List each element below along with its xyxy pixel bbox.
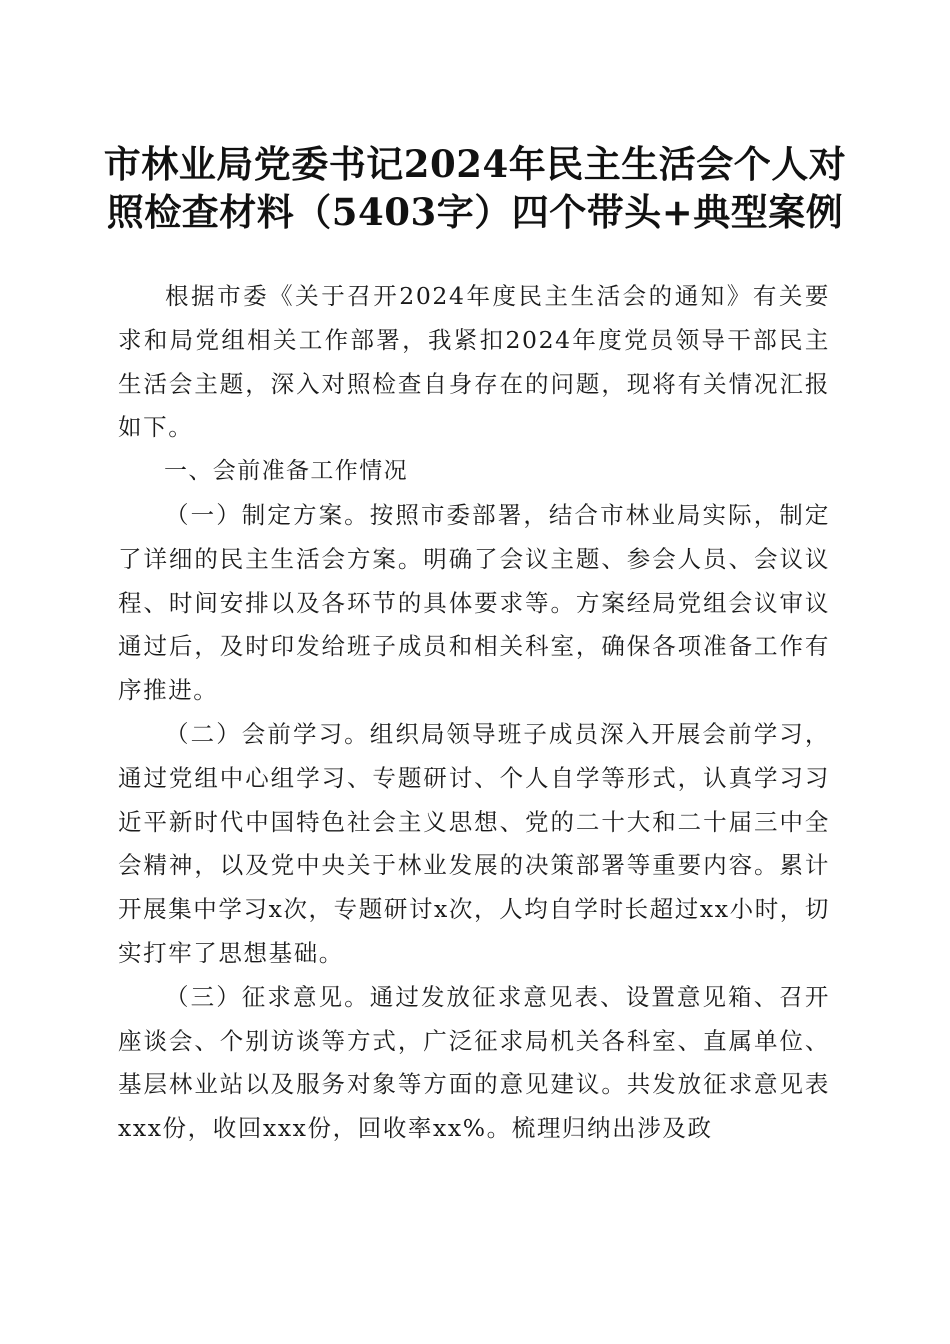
title-line-1: 市林业局党委书记2024年民主生活会个人对 xyxy=(103,142,847,186)
intro-paragraph: 根据市委《关于召开2024年度民主生活会的通知》有关要求和局党组相关工作部署，我紧扣2024年度党员领导干部民主生活会主题，深入对照检查自身存在的问题，现将有关情况汇报如下。 xyxy=(118,282,830,442)
body-paragraph: （三）征求意见。通过发放征求意见表、设置意见箱、召开座谈会、个别访谈等方式，广泛征求局机关各科室、直属单位、基层林业站以及服务对象等方面的意见建议。共发放征求意见表xxx份，收回xxx份，回收率xx%。梳理归纳出涉及政 xyxy=(118,982,830,1143)
body-paragraph: （二）会前学习。组织局领导班子成员深入开展会前学习，通过党组中心组学习、专题研讨、个人自学等形式，认真学习习近平新时代中国特色社会主义思想、党的二十大和二十届三中全会精神，以及党中央关于林业发展的决策部署等重要内容。累计开展集中学习x次，专题研讨x次，人均自学时长超过xx小时，切实打牢了思想基础。 xyxy=(118,719,831,967)
section-heading: 一、会前准备工作情况 xyxy=(164,458,408,485)
title-line-2: 照检查材料（5403字）四个带头+典型案例 xyxy=(106,190,844,234)
document-title xyxy=(100,140,850,236)
body-paragraph: （一）制定方案。按照市委部署，结合市林业局实际，制定了详细的民主生活会方案。明确了会议主题、参会人员、会议议程、时间安排以及各环节的具体要求等。方案经局党组会议审议通过后，及时印发给班子成员和相关科室，确保各项准备工作有序推进。 xyxy=(118,500,830,705)
document-body xyxy=(118,275,830,1151)
